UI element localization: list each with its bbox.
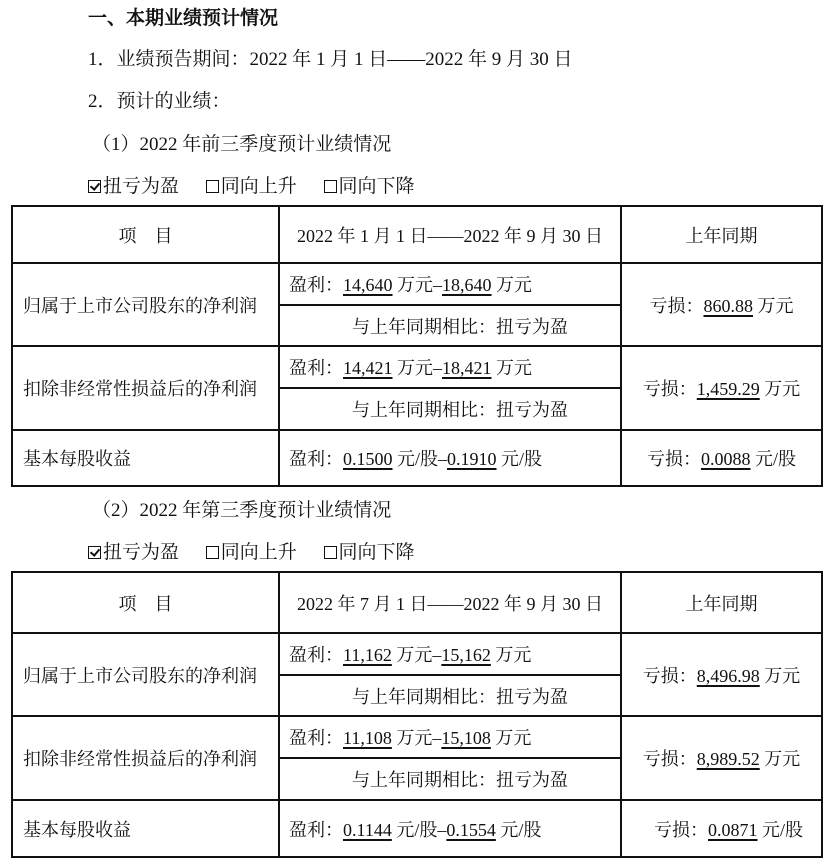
unchecked-box-icon bbox=[324, 546, 337, 559]
loss-value: 860.88 bbox=[703, 295, 753, 316]
checked-box-icon bbox=[88, 546, 101, 559]
profit-prefix: 盈利： bbox=[289, 275, 343, 295]
loss-prefix: 亏损： bbox=[642, 749, 697, 769]
option-label: 同向上升 bbox=[220, 542, 297, 563]
forecast-period-line: 1．业绩预告期间：2022 年 1 月 1 日——2022 年 9 月 30 日 bbox=[88, 49, 573, 70]
table-row bbox=[12, 346, 822, 388]
loss-prefix: 亏损： bbox=[646, 449, 701, 469]
row-label: 基本每股收益 bbox=[12, 800, 279, 857]
yoy-comparison: 与上年同期相比：扭亏为盈 bbox=[279, 305, 621, 346]
section1-options bbox=[88, 175, 437, 199]
unit: 万元– bbox=[392, 275, 442, 295]
option-turnaround bbox=[88, 175, 179, 199]
unit: 元/股 bbox=[757, 819, 803, 840]
option-same-direction-down bbox=[324, 175, 415, 199]
eps-range bbox=[279, 800, 621, 857]
unit: 万元– bbox=[391, 645, 442, 665]
table-row bbox=[12, 430, 822, 486]
unit: 元/股– bbox=[391, 819, 447, 840]
section1-title: （1）2022 年前三季度预计业绩情况 bbox=[92, 134, 392, 155]
profit-range bbox=[279, 263, 621, 305]
unit: 万元– bbox=[391, 728, 442, 748]
unit: 万元 bbox=[490, 645, 532, 665]
profit-prefix: 盈利： bbox=[289, 728, 343, 748]
prior-year-value bbox=[621, 346, 822, 430]
profit-high: 15,108 bbox=[441, 728, 491, 748]
header-item: 项 目 bbox=[12, 572, 279, 633]
prior-year-value bbox=[621, 633, 822, 716]
profit-high: 18,640 bbox=[442, 275, 492, 295]
unit: 万元 bbox=[491, 275, 532, 295]
loss-prefix: 亏损： bbox=[642, 379, 697, 399]
profit-prefix: 盈利： bbox=[289, 645, 343, 665]
forecast-results-line: 2．预计的业绩： bbox=[88, 91, 231, 112]
option-same-direction-up bbox=[206, 541, 297, 565]
profit-prefix: 盈利： bbox=[289, 358, 343, 378]
row-label: 扣除非经常性损益后的净利润 bbox=[12, 716, 279, 800]
table-header-row bbox=[12, 206, 822, 263]
eps-low: 0.1500 bbox=[343, 449, 393, 469]
table-header-row bbox=[12, 572, 822, 633]
header-period: 2022 年 1 月 1 日——2022 年 9 月 30 日 bbox=[279, 206, 621, 263]
loss-prefix: 亏损： bbox=[649, 295, 704, 316]
profit-low: 14,421 bbox=[343, 358, 393, 378]
section2-performance-table bbox=[11, 571, 823, 858]
unit: 元/股 bbox=[495, 819, 542, 840]
unit: 万元 bbox=[759, 665, 801, 686]
unit: 元/股 bbox=[496, 449, 543, 469]
eps-low: 0.1144 bbox=[343, 819, 392, 840]
loss-prefix: 亏损： bbox=[642, 665, 697, 686]
section-heading: 一、本期业绩预计情况 bbox=[88, 7, 279, 29]
loss-value: 0.0088 bbox=[700, 449, 751, 469]
option-same-direction-up bbox=[206, 175, 297, 199]
unit: 万元 bbox=[753, 295, 794, 316]
header-prior-year: 上年同期 bbox=[621, 206, 822, 263]
row-label: 归属于上市公司股东的净利润 bbox=[12, 633, 279, 716]
profit-prefix: 盈利： bbox=[289, 819, 343, 840]
header-period: 2022 年 7 月 1 日——2022 年 9 月 30 日 bbox=[279, 572, 621, 633]
eps-high: 0.1554 bbox=[446, 819, 496, 840]
header-prior-year: 上年同期 bbox=[621, 572, 822, 633]
option-label: 扭亏为盈 bbox=[103, 542, 180, 563]
profit-range bbox=[279, 716, 621, 758]
unchecked-box-icon bbox=[324, 180, 337, 193]
loss-value: 8,496.98 bbox=[696, 665, 760, 686]
option-label: 同向下降 bbox=[338, 542, 415, 563]
option-same-direction-down bbox=[324, 541, 415, 565]
section2-title: （2）2022 年第三季度预计业绩情况 bbox=[92, 500, 392, 521]
eps-high: 0.1910 bbox=[447, 449, 497, 469]
option-turnaround bbox=[88, 541, 179, 565]
profit-low: 11,162 bbox=[343, 645, 392, 665]
yoy-comparison: 与上年同期相比：扭亏为盈 bbox=[279, 388, 621, 430]
yoy-comparison: 与上年同期相比：扭亏为盈 bbox=[279, 675, 621, 716]
option-label: 同向上升 bbox=[220, 176, 297, 197]
unit: 万元 bbox=[490, 728, 532, 748]
loss-prefix: 亏损： bbox=[653, 819, 708, 840]
prior-year-value bbox=[621, 263, 822, 346]
profit-low: 14,640 bbox=[343, 275, 393, 295]
profit-low: 11,108 bbox=[343, 728, 392, 748]
table-row bbox=[12, 633, 822, 675]
unit: 万元 bbox=[491, 358, 532, 378]
profit-high: 18,421 bbox=[442, 358, 492, 378]
option-label: 扭亏为盈 bbox=[103, 176, 180, 197]
prior-year-value bbox=[621, 716, 822, 800]
prior-year-value bbox=[621, 800, 822, 857]
table-row bbox=[12, 716, 822, 758]
profit-range bbox=[279, 633, 621, 675]
header-item: 项 目 bbox=[12, 206, 279, 263]
checked-box-icon bbox=[88, 180, 101, 193]
section1-performance-table bbox=[11, 205, 823, 487]
table-row bbox=[12, 263, 822, 305]
eps-range bbox=[279, 430, 621, 486]
loss-value: 8,989.52 bbox=[696, 749, 760, 769]
row-label: 基本每股收益 bbox=[12, 430, 279, 486]
unchecked-box-icon bbox=[206, 180, 219, 193]
profit-high: 15,162 bbox=[441, 645, 491, 665]
loss-value: 1,459.29 bbox=[696, 379, 760, 399]
unchecked-box-icon bbox=[206, 546, 219, 559]
loss-value: 0.0871 bbox=[707, 819, 758, 840]
profit-prefix: 盈利： bbox=[289, 449, 343, 469]
unit: 万元– bbox=[392, 358, 442, 378]
prior-year-value bbox=[621, 430, 822, 486]
unit: 万元 bbox=[759, 749, 801, 769]
unit: 万元 bbox=[759, 379, 801, 399]
profit-range bbox=[279, 346, 621, 388]
row-label: 归属于上市公司股东的净利润 bbox=[12, 263, 279, 346]
yoy-comparison: 与上年同期相比：扭亏为盈 bbox=[279, 758, 621, 800]
row-label: 扣除非经常性损益后的净利润 bbox=[12, 346, 279, 430]
option-label: 同向下降 bbox=[338, 176, 415, 197]
section2-options bbox=[88, 541, 437, 565]
table-row bbox=[12, 800, 822, 857]
unit: 元/股 bbox=[750, 449, 796, 469]
unit: 元/股– bbox=[392, 449, 448, 469]
